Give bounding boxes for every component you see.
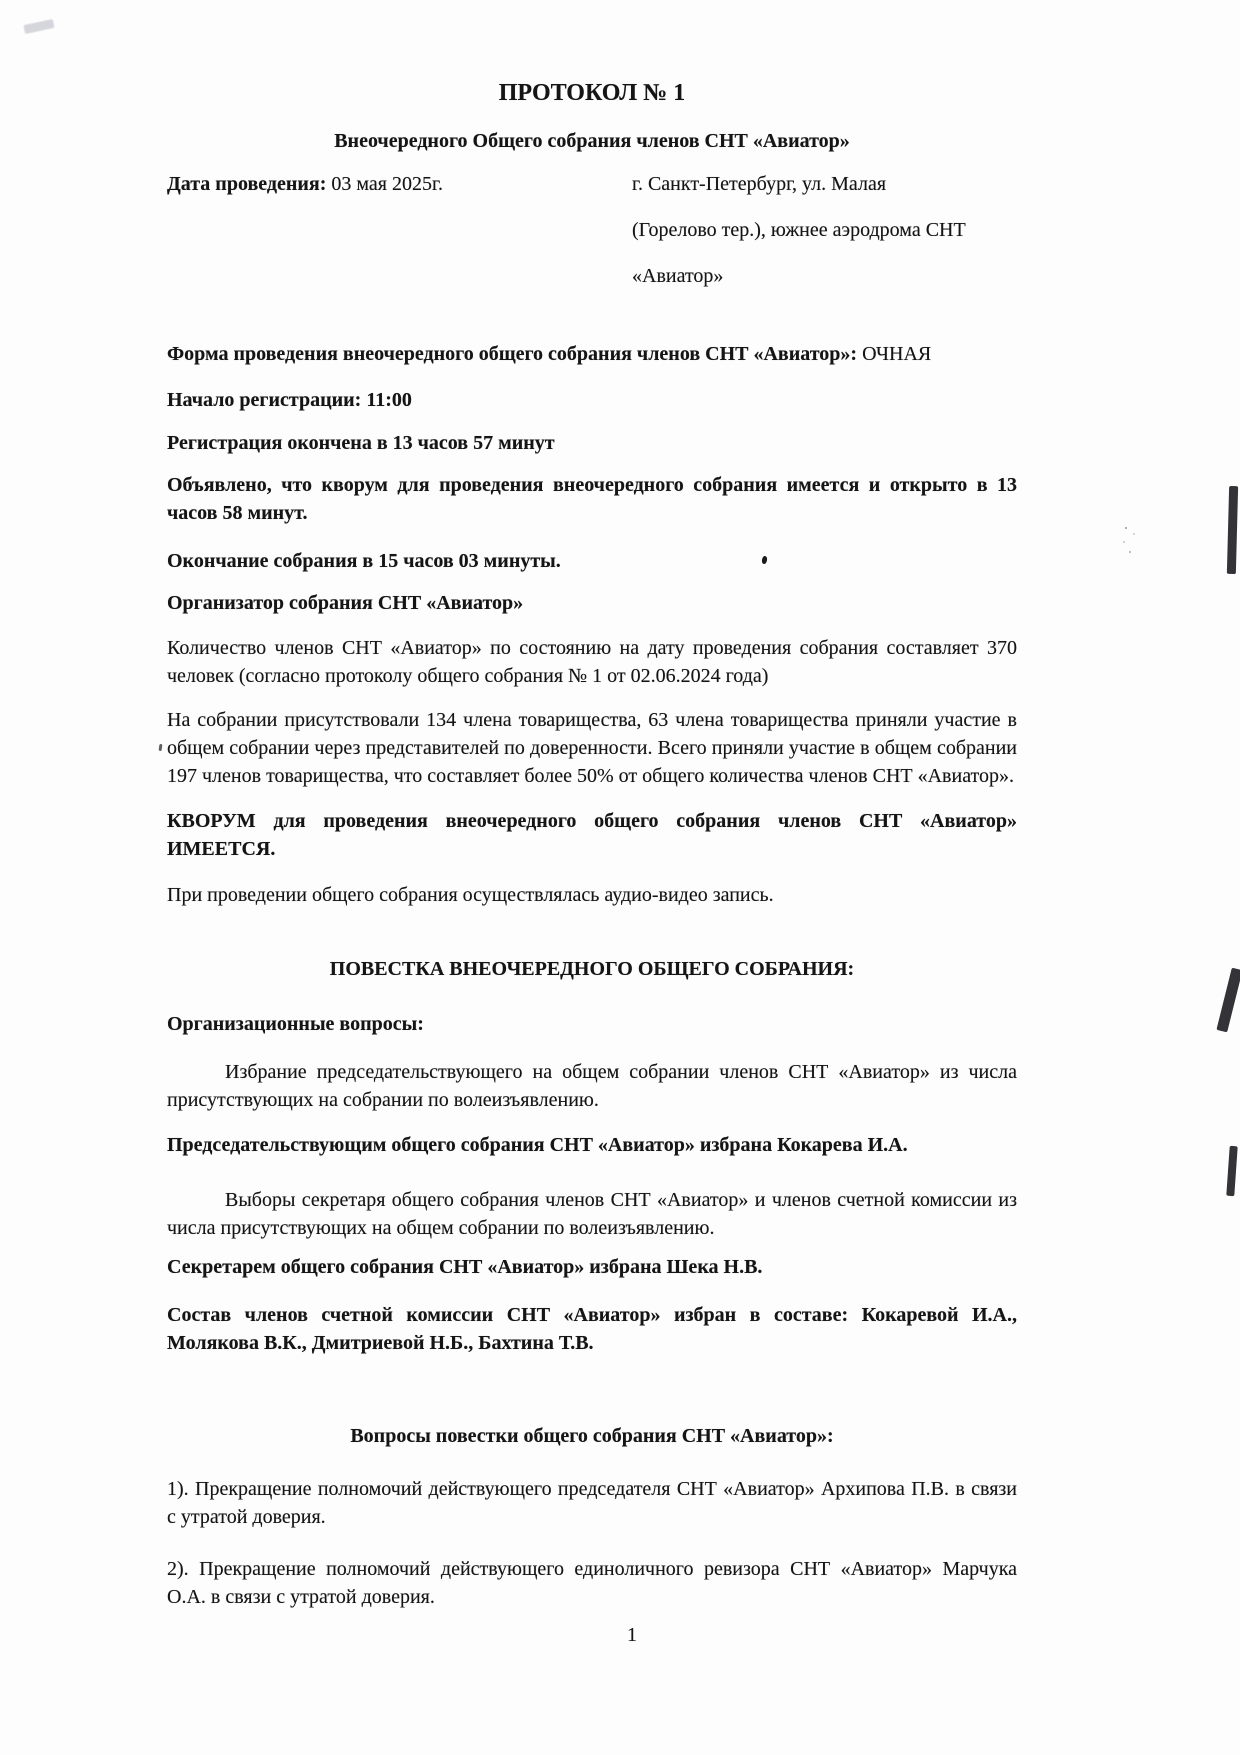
corner-scan-mark: [23, 19, 54, 34]
form-of-meeting-label: Форма проведения внеочередного общего собрания членов СНТ «Авиатор»:: [167, 343, 858, 365]
date-line: [167, 161, 632, 299]
members-count-paragraph: Количество членов СНТ «Авиатор» по состоянию на дату проведения собрания составляет 370 человек (согласно протоколу общего собрания № 1 от 02.06.2024 года): [167, 637, 1017, 687]
org-questions-heading: Организационные вопросы:: [167, 1013, 424, 1035]
form-of-meeting-line: [167, 340, 1017, 368]
commission-composition-line: Состав членов счетной комиссии СНТ «Авиатор» избран в составе: Кокаревой И.А., Молякова В.К., Дмитриевой Н.Б., Бахтина Т.В.: [167, 1304, 1017, 1354]
secretary-election-paragraph: Выборы секретаря общего собрания членов СНТ «Авиатор» и членов счетной комиссии из числа присутствующих на общем собрании по волеизъявлению.: [167, 1189, 1017, 1239]
chair-election-paragraph: Избрание председательствующего на общем собрании членов СНТ «Авиатор» из числа присутствующих на собрании по волеизъявлению.: [167, 1061, 1017, 1111]
registration-end-line: Регистрация окончена в 13 часов 57 минут: [167, 432, 555, 454]
scan-edge-streak-2: [1216, 968, 1240, 1033]
page-number: 1: [627, 1624, 637, 1646]
quorum-statement: КВОРУМ для проведения внеочередного общего собрания членов СНТ «Авиатор» ИМЕЕТСЯ.: [167, 810, 1017, 860]
registration-start-line: Начало регистрации: 11:00: [167, 389, 412, 411]
meta-row: [167, 161, 1017, 299]
document-subtitle: Внеочередного Общего собрания членов СНТ «Авиатор»: [334, 130, 850, 152]
stray-apostrophe-mark: [159, 744, 163, 751]
question-item-2: 2). Прекращение полномочий действующего единоличного ревизора СНТ «Авиатор» Марчука О.А. в связи с утратой доверия.: [167, 1558, 1017, 1608]
scan-edge-streak-1: [1227, 486, 1238, 574]
questions-heading: Вопросы повестки общего собрания СНТ «Авиатор»:: [350, 1425, 834, 1447]
scan-edge-streak-3: [1226, 1146, 1237, 1196]
organizer-line: Организатор собрания СНТ «Авиатор»: [167, 592, 524, 614]
form-of-meeting-value: ОЧНАЯ: [857, 343, 932, 365]
scan-smudge-mark: [1120, 522, 1140, 562]
location-line-3: «Авиатор»: [632, 265, 724, 287]
location-line-2: (Горелово тер.), южнее аэродрома СНТ: [632, 219, 966, 241]
secretary-elected-line: Секретарем общего собрания СНТ «Авиатор» избрана Шека Н.В.: [167, 1256, 763, 1278]
agenda-heading: ПОВЕСТКА ВНЕОЧЕРЕДНОГО ОБЩЕГО СОБРАНИЯ:: [329, 958, 855, 980]
document-title: ПРОТОКОЛ № 1: [498, 80, 686, 106]
quorum-announcement: Объявлено, что кворум для проведения внеочередного собрания имеется и открыто в 13 часов 58 минут.: [167, 474, 1017, 524]
date-value: 03 мая 2025г.: [326, 173, 443, 195]
attendance-paragraph: На собрании присутствовали 134 члена товарищества, 63 члена товарищества приняли участие в общем собрании через представителей по доверенности. Всего приняли участие в общем собрании 197 членов товарищества, что составляет более 50% от общего количества членов СНТ «Авиатор».: [167, 709, 1017, 787]
question-item-1: 1). Прекращение полномочий действующего председателя СНТ «Авиатор» Архипова П.В. в связи с утратой доверия.: [167, 1478, 1017, 1528]
chair-elected-line: Председательствующим общего собрания СНТ «Авиатор» избрана Кокарева И.А.: [167, 1134, 908, 1156]
location-block: [632, 161, 1017, 299]
location-line-1: г. Санкт-Петербург, ул. Малая: [632, 173, 887, 195]
date-label: Дата проведения:: [167, 173, 327, 195]
recording-note: При проведении общего собрания осуществлялась аудио-видео запись.: [167, 884, 774, 906]
meeting-end-line: Окончание собрания в 15 часов 03 минуты.: [167, 550, 561, 572]
